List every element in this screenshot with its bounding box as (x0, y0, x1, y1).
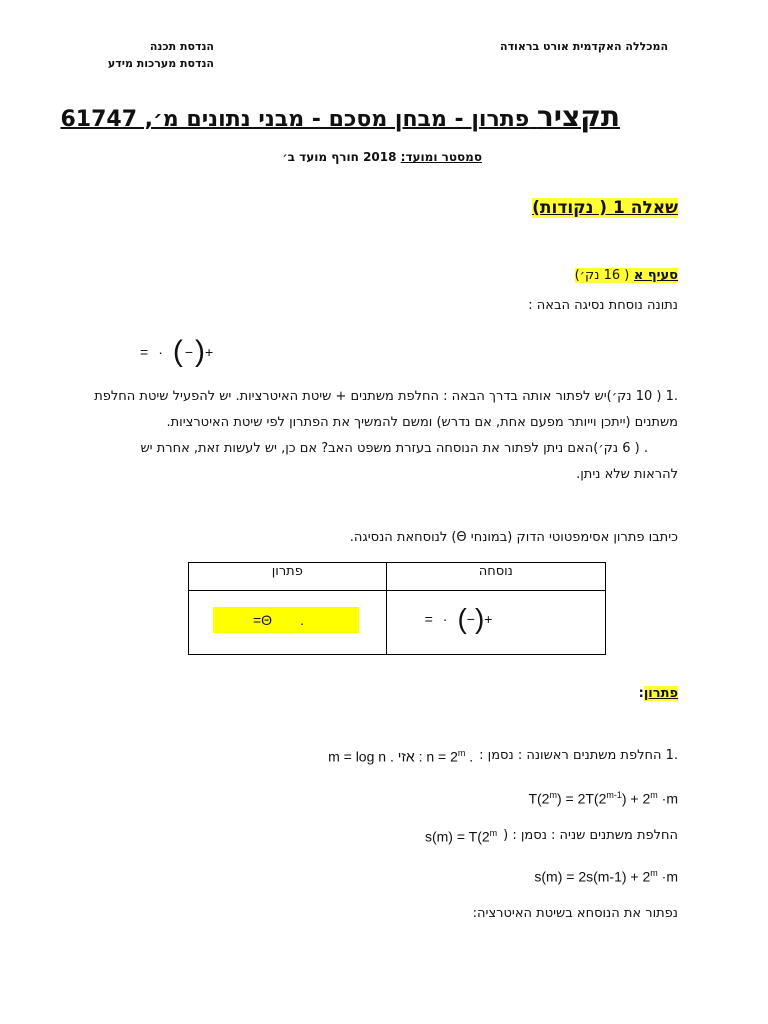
eq1-sup3: m (650, 790, 658, 800)
department-line-1: הנדסת תכנה (149, 40, 214, 53)
formula-left-paren: ( (172, 335, 183, 368)
eq2-a: s(m) = 2s(m-1) + 2 (534, 868, 651, 885)
formula-minus: − (184, 344, 194, 360)
section-a-points: ( 16 נק׳) (574, 268, 630, 283)
college-name: המכללה האקדמית אורט בראודה (500, 40, 668, 53)
table-cell-solution (189, 591, 387, 655)
page-title (60, 100, 620, 133)
solution-label: פתרון (643, 686, 678, 701)
step1-math (328, 748, 473, 765)
part1-line3: . ( 6 נק׳)האם ניתן לפתור את הנוסחה בעזרת משפט האב? אם כן, יש לעשות זאת, אחרת יש (140, 441, 648, 456)
table-formula-right-paren: ) (474, 603, 485, 634)
table-formula-dot: · (442, 611, 448, 627)
solution-heading (639, 686, 678, 701)
table-formula-plus: + (484, 611, 493, 627)
table-formula-minus: − (466, 611, 475, 627)
eq1-d: ·m (657, 790, 678, 807)
step2-text: החלפת משתנים שניה : נסמן : ( (503, 828, 678, 843)
table-formula-left-paren: ( (457, 603, 467, 634)
section-a-heading (575, 268, 678, 283)
part1-line2: משתנים (ייתכן וייותר מפעם אחת, אם נדרש) ומשם להמשיך את הפתרון לפי שיטת האיטרציות. (166, 415, 678, 430)
eq2-sup: m (650, 868, 658, 878)
formula-dot: · (158, 344, 163, 360)
step2-sup: m (489, 828, 498, 838)
table-intro: כיתבו פתרון אסימפטוטי הדוק (במונחי Θ) לנוסחאת הנסיגה. (349, 530, 678, 545)
formula-right-paren: ) (195, 335, 206, 368)
eq1-a: T(2 (528, 790, 550, 807)
table-cell-formula (386, 591, 605, 655)
step2-math-text: s(m) = T(2 (424, 828, 490, 845)
part1-line1: .1 ( 10 נק׳)יש לפתור אותה בדרך הבאה : החלפת משתנים + שיטת האיטרציות. יש להפעיל שיטת החלפת (94, 389, 678, 404)
title-summary: תקציר (536, 100, 620, 133)
step1-math-text: m = log n . אזי : n = 2 (328, 748, 458, 765)
table-header-formula: נוסחה (386, 563, 605, 591)
semester-value: 2018 חורף מועד ב׳ (282, 150, 397, 164)
step1-line (328, 748, 678, 765)
table-header-solution: פתרון (189, 563, 387, 591)
eq1-b: ) = 2T(2 (556, 790, 607, 807)
solution-colon: : (638, 686, 644, 701)
solution-table (188, 562, 606, 655)
eq1-c: ) + 2 (621, 790, 651, 807)
eq1-sup1: m (549, 790, 557, 800)
step1-text: .1 החלפת משתנים ראשונה : נסמן : (479, 748, 678, 763)
title-rest: פתרון - מבחן מסכם - מבני נתונים מ׳, (137, 107, 530, 132)
semester-label: סמסטר ומועד: (400, 150, 482, 164)
question-heading (532, 198, 678, 218)
solution-dot: . (300, 612, 304, 628)
part1-line4: להראות שלא ניתן. (576, 467, 678, 482)
section-a-intro: נתונה נוסחת נסיגה הבאה : (528, 298, 678, 313)
formula-plus: + (205, 344, 214, 360)
formula-eq: = (140, 344, 149, 360)
step1-sup: m (457, 748, 466, 758)
table-formula (425, 605, 493, 633)
department-line-2: הנדסת מערכות מידע (107, 57, 214, 70)
section-a-label: סעיף א (633, 268, 678, 283)
part1-text (78, 384, 678, 488)
final-line: נפתור את הנוסחא בשיטת האיטרציה: (472, 906, 678, 921)
semester-line (282, 150, 482, 164)
formula-paren-group (173, 337, 213, 367)
step2-math (425, 828, 497, 845)
table-formula-paren-group (457, 605, 492, 633)
question-heading-text: שאלה 1 ( נקודות) (532, 198, 678, 218)
eq1-sup2: m-1 (606, 790, 622, 800)
equation-1 (528, 790, 678, 807)
step1-end: . (465, 748, 474, 765)
recurrence-formula (140, 332, 213, 372)
solution-theta: =Θ (253, 612, 273, 628)
table-formula-eq: = (424, 611, 433, 627)
eq2-b: ·m (657, 868, 678, 885)
step2-line (425, 828, 678, 845)
solution-highlight-box (213, 607, 359, 633)
course-number: 61747 (60, 107, 138, 132)
equation-2 (534, 868, 678, 885)
